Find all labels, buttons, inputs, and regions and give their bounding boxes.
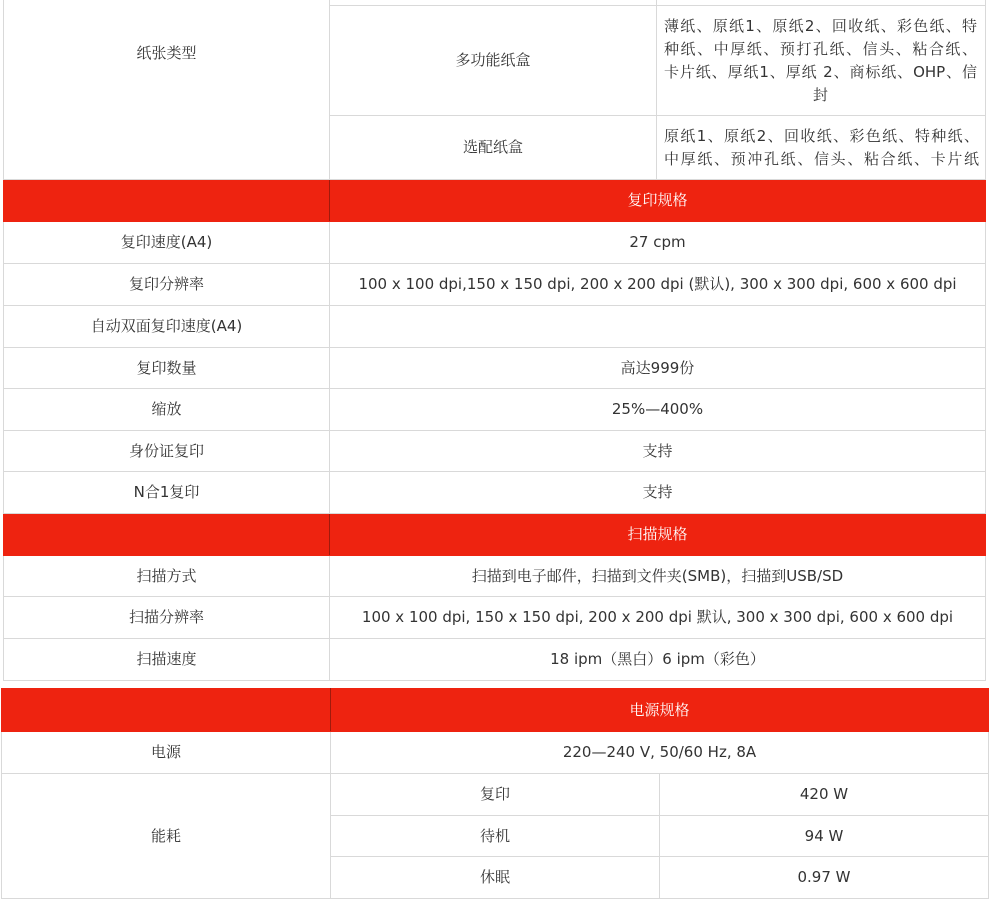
spec-label: 扫描方式 (4, 556, 330, 597)
spec-label: 复印数量 (4, 348, 330, 389)
spec-value: 220—240 V, 50/60 Hz, 8A (331, 732, 989, 774)
power-watts: 94 W (660, 816, 989, 857)
spec-value: 100 x 100 dpi,150 x 150 dpi, 200 x 200 dpi (默认), 300 x 300 dpi, 600 x 600 dpi (330, 264, 986, 306)
table-row (4, 306, 986, 348)
spec-value: 支持 (330, 431, 986, 472)
desc-line: 原纸1、原纸2、回收纸、彩色纸、特种纸、 (664, 126, 979, 145)
spec-value: 扫描到电子邮件，扫描到文件夹(SMB)，扫描到USB/SD (330, 556, 986, 597)
header-spacer (4, 514, 330, 556)
spec-value: 100 x 100 dpi, 150 x 150 dpi, 200 x 200 dpi 默认, 300 x 300 dpi, 600 x 600 dpi (330, 597, 986, 639)
spec-label: 缩放 (4, 389, 330, 431)
spec-label: 能耗 (2, 774, 331, 899)
table-row (2, 774, 989, 816)
spec-table-top (3, 0, 986, 681)
table-row (4, 556, 986, 597)
desc-line: 封 (812, 85, 828, 104)
table-row (4, 348, 986, 389)
desc-line: 卡片纸、厚纸1、厚纸 2、商标纸、OHP、信 (664, 62, 977, 81)
section-title: 复印规格 (330, 180, 986, 222)
spec-value: 27 cpm (330, 222, 986, 264)
section-header-scan (4, 514, 986, 556)
table-row (4, 389, 986, 431)
spec-table-power (1, 688, 989, 899)
spec-label: 扫描分辨率 (4, 597, 330, 639)
header-spacer (4, 180, 330, 222)
table-row (4, 472, 986, 514)
desc-line: 种纸、中厚纸、预打孔纸、信头、粘合纸、 (664, 39, 977, 58)
spec-value (330, 306, 986, 348)
paper-type-label: 纸张类型 (4, 6, 330, 180)
power-watts: 0.97 W (660, 857, 989, 899)
table-row (4, 222, 986, 264)
section-title: 电源规格 (331, 689, 989, 732)
section-header-copy (4, 180, 986, 222)
spec-value: 25%—400% (330, 389, 986, 431)
spec-label: 复印速度(A4) (4, 222, 330, 264)
desc-line: 薄纸、原纸1、原纸2、回收纸、彩色纸、特 (664, 16, 977, 35)
spec-value: 高达999份 (330, 348, 986, 389)
tray-label: 多功能纸盒 (330, 6, 657, 116)
desc-line: 中厚纸、预冲孔纸、信头、粘合纸、卡片纸 (664, 149, 979, 168)
spec-value: 18 ipm（黑白）6 ipm（彩色） (330, 639, 986, 681)
spec-label: 复印分辨率 (4, 264, 330, 306)
section-header-power (2, 689, 989, 732)
power-watts: 420 W (660, 774, 989, 816)
power-mode: 复印 (331, 774, 660, 816)
paper-type-desc (657, 116, 986, 180)
power-mode: 休眠 (331, 857, 660, 899)
power-mode: 待机 (331, 816, 660, 857)
table-row (4, 6, 986, 116)
spec-label: 扫描速度 (4, 639, 330, 681)
table-row (2, 732, 989, 774)
spec-label: 电源 (2, 732, 331, 774)
spec-label: 身份证复印 (4, 431, 330, 472)
spec-label: N合1复印 (4, 472, 330, 514)
header-spacer (2, 689, 331, 732)
table-row (4, 639, 986, 681)
spec-label: 自动双面复印速度(A4) (4, 306, 330, 348)
paper-type-desc (657, 6, 986, 116)
table-row (4, 597, 986, 639)
tray-label: 选配纸盒 (330, 116, 657, 180)
section-title: 扫描规格 (330, 514, 986, 556)
table-row (4, 264, 986, 306)
table-row (4, 431, 986, 472)
spec-value: 支持 (330, 472, 986, 514)
